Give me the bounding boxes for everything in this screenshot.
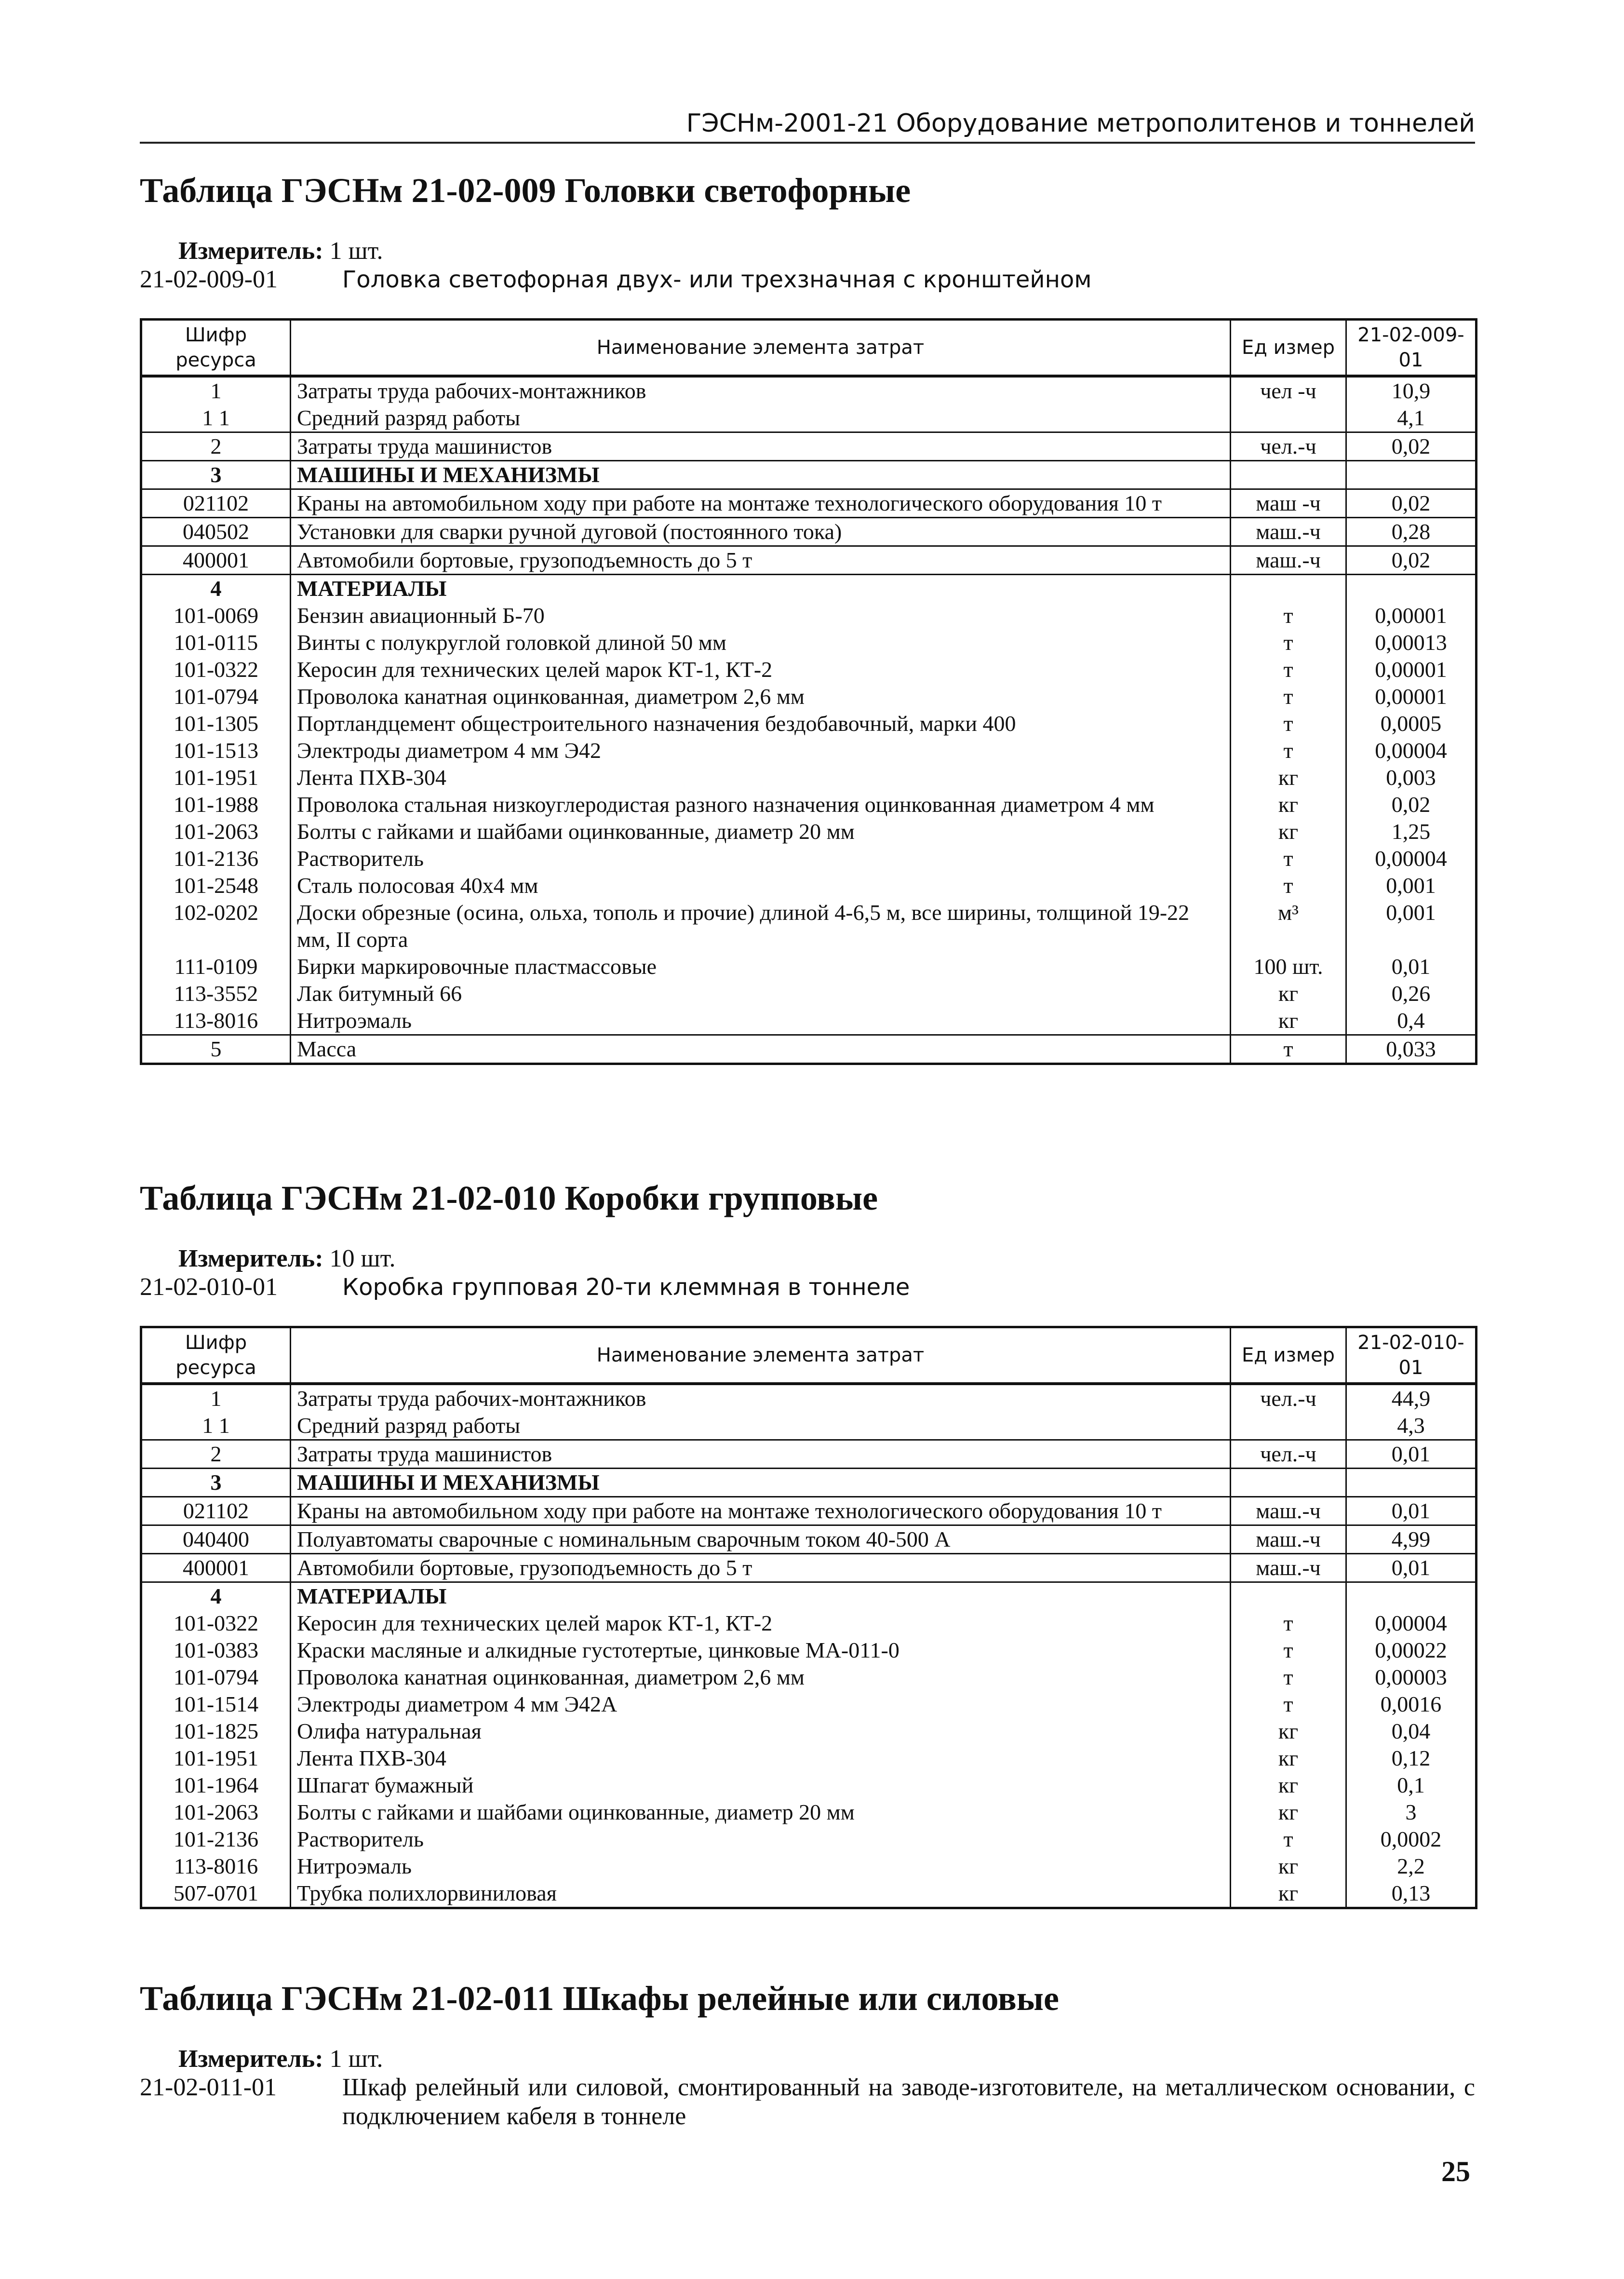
- cell-unit: кг: [1231, 1007, 1346, 1035]
- cell-code: 102-0202: [141, 899, 291, 953]
- cell-unit: [1231, 575, 1346, 603]
- cell-name: МАТЕРИАЛЫ: [291, 1582, 1231, 1610]
- cell-value: [1346, 1469, 1476, 1497]
- item-text: Головка светофорная двух- или трехзначная с кронштейном: [342, 266, 1092, 293]
- cell-code: 111-0109: [141, 953, 291, 980]
- cell-unit: т: [1231, 1691, 1346, 1718]
- table-row: [141, 1826, 1476, 1853]
- cell-value: 0,0005: [1346, 710, 1476, 737]
- cell-name: Затраты труда машинистов: [291, 432, 1231, 461]
- cell-code: 113-8016: [141, 1853, 291, 1880]
- table-row: [141, 575, 1476, 603]
- cell-code: 101-0383: [141, 1637, 291, 1664]
- cell-name: Средний разряд работы: [291, 1412, 1231, 1440]
- cell-unit: т: [1231, 1035, 1346, 1064]
- table-row: [141, 980, 1476, 1007]
- table-row: [141, 1035, 1476, 1064]
- cell-value: 0,02: [1346, 489, 1476, 518]
- cell-unit: маш.-ч: [1231, 546, 1346, 575]
- cell-name: Растворитель: [291, 1826, 1231, 1853]
- cell-code: 101-1951: [141, 764, 291, 791]
- table-row: [141, 461, 1476, 489]
- cell-unit: т: [1231, 1610, 1346, 1637]
- table-row: [141, 764, 1476, 791]
- cell-unit: кг: [1231, 1880, 1346, 1908]
- measure-value: 10 шт.: [329, 1245, 396, 1272]
- cell-code: 101-1514: [141, 1691, 291, 1718]
- cell-unit: т: [1231, 683, 1346, 710]
- table-row: [141, 1637, 1476, 1664]
- cell-unit: [1231, 461, 1346, 489]
- measure-line: [140, 237, 1475, 265]
- table-row: [141, 1799, 1476, 1826]
- cell-value: 0,26: [1346, 980, 1476, 1007]
- cell-name: Проволока канатная оцинкованная, диаметром 2,6 мм: [291, 1664, 1231, 1691]
- page-number: 25: [1441, 2156, 1470, 2187]
- table-row: [141, 1412, 1476, 1440]
- table-row: [141, 845, 1476, 872]
- cell-code: 400001: [141, 1554, 291, 1582]
- cell-name: Затраты труда рабочих-монтажников: [291, 376, 1231, 405]
- cell-value: 0,00004: [1346, 737, 1476, 764]
- cell-code: 3: [141, 461, 291, 489]
- cell-name: Керосин для технических целей марок КТ-1, КТ-2: [291, 656, 1231, 683]
- cell-unit: кг: [1231, 791, 1346, 818]
- table-row: [141, 1384, 1476, 1412]
- cell-unit: чел.-ч: [1231, 1440, 1346, 1469]
- cell-code: 021102: [141, 489, 291, 518]
- cell-name: Автомобили бортовые, грузоподъемность до 5 т: [291, 546, 1231, 575]
- cell-unit: 100 шт.: [1231, 953, 1346, 980]
- item-description: [140, 265, 1475, 294]
- item-text: Коробка групповая 20-ти клеммная в тоннеле: [342, 1274, 910, 1301]
- table-row: [141, 1853, 1476, 1880]
- cell-name: Винты с полукруглой головкой длиной 50 мм: [291, 629, 1231, 656]
- cell-value: 0,1: [1346, 1772, 1476, 1799]
- table-row: [141, 1525, 1476, 1554]
- column-header-value: 21-02-010-01: [1346, 1327, 1476, 1384]
- table-row: [141, 1582, 1476, 1610]
- cell-name: Краны на автомобильном ходу при работе на монтаже технологического оборудования 10 т: [291, 489, 1231, 518]
- cell-code: 101-0322: [141, 1610, 291, 1637]
- table-row: [141, 1610, 1476, 1637]
- table-row: [141, 683, 1476, 710]
- table-row: [141, 1497, 1476, 1525]
- cell-name: Электроды диаметром 4 мм Э42А: [291, 1691, 1231, 1718]
- cell-name: Нитроэмаль: [291, 1007, 1231, 1035]
- cell-unit: [1231, 1582, 1346, 1610]
- table-row: [141, 872, 1476, 899]
- table-row: [141, 656, 1476, 683]
- table-block-009: [140, 169, 1475, 1065]
- cell-code: 1: [141, 376, 291, 405]
- cell-name: Проволока канатная оцинкованная, диаметром 2,6 мм: [291, 683, 1231, 710]
- table-title: Таблица ГЭСНм 21-02-009 Головки светофорные: [140, 171, 911, 210]
- cell-code: 101-0115: [141, 629, 291, 656]
- resource-table: [140, 1326, 1477, 1909]
- cell-value: 0,01: [1346, 1440, 1476, 1469]
- cell-value: 0,02: [1346, 791, 1476, 818]
- table-row: [141, 405, 1476, 432]
- table-row: [141, 1440, 1476, 1469]
- cell-unit: т: [1231, 872, 1346, 899]
- cell-name: Средний разряд работы: [291, 405, 1231, 432]
- measure-line: [140, 1245, 1475, 1273]
- cell-value: 0,04: [1346, 1718, 1476, 1745]
- cell-code: 101-1513: [141, 737, 291, 764]
- cell-value: 0,00004: [1346, 845, 1476, 872]
- measure-label: Измеритель:: [178, 237, 323, 265]
- cell-unit: т: [1231, 602, 1346, 629]
- cell-value: 0,12: [1346, 1745, 1476, 1772]
- cell-value: 10,9: [1346, 376, 1476, 405]
- column-header-name: Наименование элемента затрат: [291, 1327, 1231, 1384]
- table-row: [141, 710, 1476, 737]
- table-row: [141, 1469, 1476, 1497]
- cell-name: Болты с гайками и шайбами оцинкованные, диаметр 20 мм: [291, 1799, 1231, 1826]
- cell-code: 101-1964: [141, 1772, 291, 1799]
- cell-unit: маш.-ч: [1231, 1554, 1346, 1582]
- cell-value: 2,2: [1346, 1853, 1476, 1880]
- measure-value: 1 шт.: [329, 2045, 383, 2073]
- measure-label: Измеритель:: [178, 2045, 323, 2073]
- cell-name: Проволока стальная низкоуглеродистая разного назначения оцинкованная диаметром 4 мм: [291, 791, 1231, 818]
- cell-name: МАШИНЫ И МЕХАНИЗМЫ: [291, 461, 1231, 489]
- column-header-code: Шифр ресурса: [141, 1327, 291, 1384]
- table-row: [141, 1718, 1476, 1745]
- cell-unit: т: [1231, 845, 1346, 872]
- cell-unit: чел -ч: [1231, 376, 1346, 405]
- cell-unit: кг: [1231, 1745, 1346, 1772]
- cell-value: 0,00004: [1346, 1610, 1476, 1637]
- cell-name: Затраты труда машинистов: [291, 1440, 1231, 1469]
- table-row: [141, 1007, 1476, 1035]
- table-row: [141, 818, 1476, 845]
- cell-value: 0,00022: [1346, 1637, 1476, 1664]
- cell-value: 0,4: [1346, 1007, 1476, 1035]
- cell-unit: маш.-ч: [1231, 1497, 1346, 1525]
- cell-name: Шпагат бумажный: [291, 1772, 1231, 1799]
- cell-code: 507-0701: [141, 1880, 291, 1908]
- cell-name: Автомобили бортовые, грузоподъемность до 5 т: [291, 1554, 1231, 1582]
- table-row: [141, 518, 1476, 546]
- page-header: ГЭСНм-2001-21 Оборудование метрополитенов и тоннелей: [140, 109, 1475, 144]
- table-row: [141, 432, 1476, 461]
- cell-value: 0,0016: [1346, 1691, 1476, 1718]
- cell-name: Сталь полосовая 40х4 мм: [291, 872, 1231, 899]
- cell-unit: т: [1231, 656, 1346, 683]
- cell-code: 101-0794: [141, 683, 291, 710]
- cell-value: 0,00001: [1346, 656, 1476, 683]
- cell-value: 3: [1346, 1799, 1476, 1826]
- cell-name: Краски масляные и алкидные густотертые, цинковые МА-011-0: [291, 1637, 1231, 1664]
- cell-code: 101-0794: [141, 1664, 291, 1691]
- item-code: 21-02-011-01: [140, 2074, 277, 2101]
- cell-value: 0,003: [1346, 764, 1476, 791]
- cell-name: Нитроэмаль: [291, 1853, 1231, 1880]
- cell-value: 0,02: [1346, 432, 1476, 461]
- cell-unit: маш -ч: [1231, 489, 1346, 518]
- cell-value: 0,0002: [1346, 1826, 1476, 1853]
- column-header-code: Шифр ресурса: [141, 320, 291, 377]
- cell-code: 5: [141, 1035, 291, 1064]
- cell-code: 113-3552: [141, 980, 291, 1007]
- cell-code: 040400: [141, 1525, 291, 1554]
- cell-unit: кг: [1231, 980, 1346, 1007]
- cell-code: 3: [141, 1469, 291, 1497]
- cell-code: 101-0322: [141, 656, 291, 683]
- cell-code: 400001: [141, 546, 291, 575]
- item-description: [140, 2073, 1475, 2131]
- cell-code: 113-8016: [141, 1007, 291, 1035]
- cell-unit: кг: [1231, 1772, 1346, 1799]
- cell-unit: т: [1231, 629, 1346, 656]
- cell-unit: [1231, 405, 1346, 432]
- cell-value: 0,01: [1346, 1554, 1476, 1582]
- cell-name: Установки для сварки ручной дуговой (постоянного тока): [291, 518, 1231, 546]
- cell-unit: т: [1231, 1637, 1346, 1664]
- item-code: 21-02-009-01: [140, 266, 278, 293]
- cell-unit: [1231, 1469, 1346, 1497]
- cell-code: 040502: [141, 518, 291, 546]
- cell-code: 101-1951: [141, 1745, 291, 1772]
- column-header-name: Наименование элемента затрат: [291, 320, 1231, 377]
- cell-value: 0,033: [1346, 1035, 1476, 1064]
- cell-name: Затраты труда рабочих-монтажников: [291, 1384, 1231, 1412]
- cell-code: 2: [141, 1440, 291, 1469]
- cell-name: Портландцемент общестроительного назначения бездобавочный, марки 400: [291, 710, 1231, 737]
- table-row: [141, 489, 1476, 518]
- cell-unit: [1231, 1412, 1346, 1440]
- cell-name: Электроды диаметром 4 мм Э42: [291, 737, 1231, 764]
- table-row: [141, 1691, 1476, 1718]
- item-description: [140, 1273, 1475, 1302]
- cell-value: 0,01: [1346, 953, 1476, 980]
- cell-value: 0,00001: [1346, 683, 1476, 710]
- cell-value: 0,01: [1346, 1497, 1476, 1525]
- cell-unit: маш.-ч: [1231, 518, 1346, 546]
- cell-unit: т: [1231, 1826, 1346, 1853]
- cell-unit: кг: [1231, 818, 1346, 845]
- column-header-unit: Ед измер: [1231, 1327, 1346, 1384]
- cell-value: 1,25: [1346, 818, 1476, 845]
- cell-name: Бензин авиационный Б-70: [291, 602, 1231, 629]
- measure-value: 1 шт.: [329, 237, 383, 265]
- cell-name: Краны на автомобильном ходу при работе на монтаже технологического оборудования 10 т: [291, 1497, 1231, 1525]
- cell-name: Олифа натуральная: [291, 1718, 1231, 1745]
- cell-code: 101-0069: [141, 602, 291, 629]
- table-row: [141, 899, 1476, 953]
- cell-code: 2: [141, 432, 291, 461]
- cell-value: 0,02: [1346, 546, 1476, 575]
- cell-unit: т: [1231, 710, 1346, 737]
- table-row: [141, 1880, 1476, 1908]
- cell-code: 101-1305: [141, 710, 291, 737]
- cell-value: 4,3: [1346, 1412, 1476, 1440]
- resource-table: [140, 318, 1477, 1065]
- cell-value: [1346, 575, 1476, 603]
- cell-name: Керосин для технических целей марок КТ-1, КТ-2: [291, 1610, 1231, 1637]
- table-row: [141, 376, 1476, 405]
- cell-unit: чел.-ч: [1231, 432, 1346, 461]
- table-title: Таблица ГЭСНм 21-02-010 Коробки групповые: [140, 1179, 878, 1217]
- cell-unit: кг: [1231, 1799, 1346, 1826]
- cell-name: МАШИНЫ И МЕХАНИЗМЫ: [291, 1469, 1231, 1497]
- table-row: [141, 791, 1476, 818]
- cell-name: Масса: [291, 1035, 1231, 1064]
- table-block-010: [140, 1176, 1475, 1909]
- table-title: Таблица ГЭСНм 21-02-011 Шкафы релейные или силовые: [140, 1979, 1059, 2018]
- table-row: [141, 953, 1476, 980]
- cell-name: Трубка полихлорвиниловая: [291, 1880, 1231, 1908]
- table-row: [141, 737, 1476, 764]
- cell-name: Растворитель: [291, 845, 1231, 872]
- cell-name: МАТЕРИАЛЫ: [291, 575, 1231, 603]
- cell-code: 101-1825: [141, 1718, 291, 1745]
- cell-unit: маш.-ч: [1231, 1525, 1346, 1554]
- cell-name: Лак битумный 66: [291, 980, 1231, 1007]
- cell-unit: т: [1231, 1664, 1346, 1691]
- item-code: 21-02-010-01: [140, 1273, 278, 1301]
- cell-name: Доски обрезные (осина, ольха, тополь и прочие) длиной 4-6,5 м, все ширины, толщиной 19-22 мм, II сорта: [291, 899, 1231, 953]
- cell-code: 1 1: [141, 405, 291, 432]
- cell-value: 0,001: [1346, 872, 1476, 899]
- table-block-011: [140, 1977, 1475, 2131]
- cell-value: 0,28: [1346, 518, 1476, 546]
- column-header-value: 21-02-009-01: [1346, 320, 1476, 377]
- cell-value: 4,99: [1346, 1525, 1476, 1554]
- cell-code: 101-2548: [141, 872, 291, 899]
- table-row: [141, 602, 1476, 629]
- cell-value: 44,9: [1346, 1384, 1476, 1412]
- cell-code: 4: [141, 1582, 291, 1610]
- cell-unit: кг: [1231, 1853, 1346, 1880]
- cell-value: 0,00001: [1346, 602, 1476, 629]
- table-row: [141, 629, 1476, 656]
- cell-unit: м³: [1231, 899, 1346, 953]
- table-row: [141, 1772, 1476, 1799]
- cell-name: Полуавтоматы сварочные с номинальным сварочным током 40-500 А: [291, 1525, 1231, 1554]
- cell-unit: кг: [1231, 764, 1346, 791]
- cell-value: 0,00013: [1346, 629, 1476, 656]
- cell-value: 0,001: [1346, 899, 1476, 953]
- measure-line: [140, 2045, 1475, 2073]
- cell-code: 101-2136: [141, 845, 291, 872]
- cell-code: 4: [141, 575, 291, 603]
- cell-code: 021102: [141, 1497, 291, 1525]
- cell-value: 4,1: [1346, 405, 1476, 432]
- table-row: [141, 546, 1476, 575]
- cell-name: Лента ПХВ-304: [291, 764, 1231, 791]
- column-header-unit: Ед измер: [1231, 320, 1346, 377]
- cell-value: 0,00003: [1346, 1664, 1476, 1691]
- cell-code: 101-1988: [141, 791, 291, 818]
- cell-unit: чел.-ч: [1231, 1384, 1346, 1412]
- cell-code: 1 1: [141, 1412, 291, 1440]
- table-row: [141, 1745, 1476, 1772]
- table-row: [141, 1554, 1476, 1582]
- cell-value: [1346, 1582, 1476, 1610]
- cell-value: [1346, 461, 1476, 489]
- cell-name: Бирки маркировочные пластмассовые: [291, 953, 1231, 980]
- cell-unit: кг: [1231, 1718, 1346, 1745]
- cell-unit: т: [1231, 737, 1346, 764]
- measure-label: Измеритель:: [178, 1245, 323, 1272]
- cell-code: 101-2063: [141, 818, 291, 845]
- cell-code: 101-2136: [141, 1826, 291, 1853]
- cell-name: Болты с гайками и шайбами оцинкованные, диаметр 20 мм: [291, 818, 1231, 845]
- cell-name: Лента ПХВ-304: [291, 1745, 1231, 1772]
- cell-value: 0,13: [1346, 1880, 1476, 1908]
- cell-code: 1: [141, 1384, 291, 1412]
- item-text: Шкаф релейный или силовой, смонтированный на заводе-изготовителе, на металлическом основании, с подключением кабеля в тоннеле: [342, 2074, 1475, 2130]
- table-row: [141, 1664, 1476, 1691]
- cell-code: 101-2063: [141, 1799, 291, 1826]
